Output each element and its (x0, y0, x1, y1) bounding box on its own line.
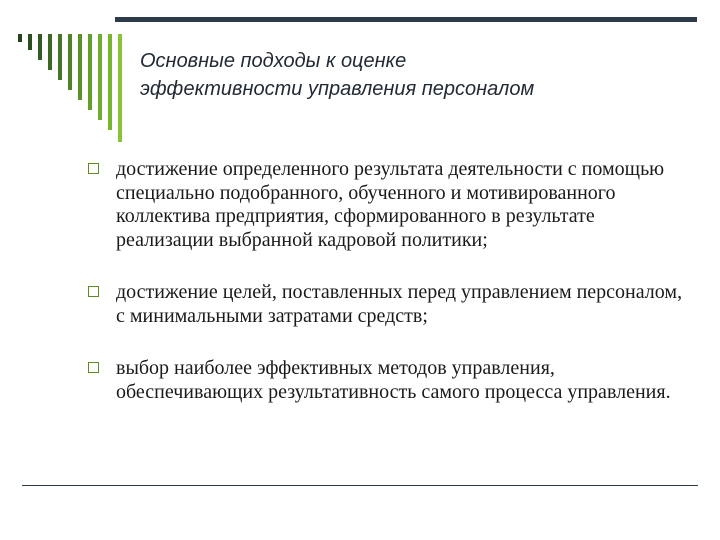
bullet-text: достижение целей, поставленных перед управлением персоналом, с минимальными затратами средств; (116, 281, 683, 327)
stripe (28, 34, 32, 50)
stripe (38, 34, 42, 60)
decorative-stripes (18, 34, 128, 144)
list-item (86, 281, 686, 328)
top-rule (115, 17, 697, 22)
stripe (88, 34, 92, 110)
stripe (78, 34, 82, 100)
bullet-text: выбор наиболее эффективных методов управления, обеспечивающих результативность самого процесса управления. (116, 357, 671, 403)
hollow-square-icon (88, 163, 99, 174)
slide-title (140, 47, 700, 103)
bullet-text: достижение определенного результата деятельности с помощью специально подобранного, обученного и мотивированного коллектива предприятия, сформированного в результате реализации выбранной кадровой политики; (116, 158, 665, 251)
list-item (86, 357, 686, 404)
stripe (58, 34, 62, 80)
list-item (86, 158, 686, 252)
stripe (48, 34, 52, 70)
slide-title-line-1: Основные подходы к оценке (140, 50, 407, 72)
bullet-list (86, 158, 686, 404)
bottom-rule (22, 485, 698, 486)
stripe (118, 34, 122, 142)
stripe (18, 34, 22, 42)
stripe (98, 34, 102, 120)
stripe (68, 34, 72, 90)
hollow-square-icon (88, 286, 99, 297)
hollow-square-icon (88, 362, 99, 373)
stripe (108, 34, 112, 130)
slide-title-line-2: эффективности управления персоналом (140, 78, 535, 100)
